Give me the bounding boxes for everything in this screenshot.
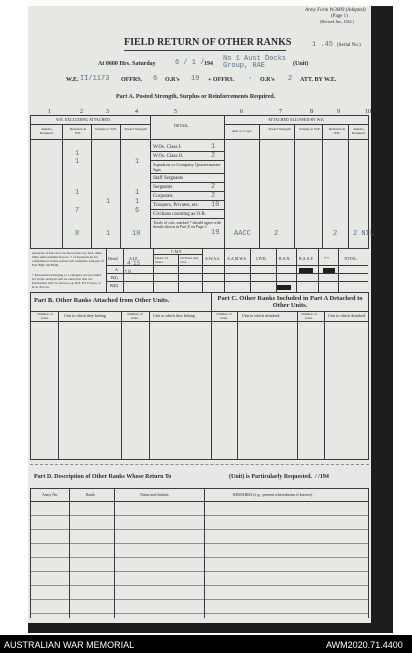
part-b-heading: Part B. Other Ranks Attached from Other Units. [34,297,170,304]
ink-analysis-aif-2: 15 [133,260,141,267]
ink-wo1-count: 1 [211,143,216,151]
revision-note: (Revised Jan., 1943.) [320,19,354,24]
serial-number-value: 1 .45 [312,41,334,49]
part-d-rank: Rank. [86,492,96,497]
col-number: 2 [80,109,83,115]
redaction-mark [277,285,291,290]
perforation-line [30,464,369,465]
col-number: 10 [365,109,371,115]
col-number: 1 [48,109,51,115]
archive-accession-number: AWM2020.71.4400 [326,640,403,650]
detail-totals: Totals of cols. marked * should agree with details shown in Part E on Page 2 [153,220,221,230]
analysis-awas: A.W.A.S. [205,256,221,261]
we-value: II/1173 [80,75,110,83]
detail-wo-class-2: W.Os. Class II. [153,154,184,159]
we-label: W.E. [66,77,79,83]
unit-label: (Unit) [293,61,309,67]
serial-number-label: (Serial No.) [337,43,361,48]
col-number: 7 [279,109,282,115]
ink-total-arm-corps: AACC [234,230,251,238]
part-d-tail: (Unit) is Particularly Requested. [229,474,312,480]
col-deficient: Deficient in W.E. [69,127,87,135]
part-c-heading: Part C. Other Ranks Included in Part A Detached to Other Units. [217,295,363,310]
part-d-army-no: Army No. [42,492,59,497]
part-b-number-ors: Number of O.Rs. [37,312,53,320]
col-number: 5 [174,109,177,115]
analysis-other: * * [324,256,329,261]
col-att-posted: Posted Strength. [268,127,292,131]
analysis-note: Analysis of Part A to be shown here by ALL units. Only units entitled in para. 7 of instructions for compilation of this return will complete analysis of Part B(I) and B(II). [32,251,104,268]
ors-label: O.R's [165,77,180,83]
archive-name: AUSTRALIAN WAR MEMORIAL [4,640,135,650]
detail-staff-sergeants: Staff Sergeants [153,176,184,181]
ink-total-posted: 10 [132,230,141,238]
col-att-deficient: Deficient in W.E. [328,127,346,135]
part-b-number-ors-2: Number of O.Rs. [127,312,143,320]
page-shadow-bottom [28,623,393,633]
ink-analysis-aif: 4 [127,260,131,267]
form-title: FIELD RETURN OF OTHER RANKS [124,37,292,48]
offrs-label: OFFRS. [121,77,143,83]
ink-total-surplus: 1 [106,230,111,238]
ink-wo2-count: 2 [211,152,216,160]
field-return-form [28,6,375,623]
right-group-header: ATTACHED ALLOWED BY W.E. [268,117,325,122]
ink-corporals-posted: 1 [135,198,140,206]
analysis-under-19: Under 19 Years. [155,256,169,264]
plus-ors-value: 2 [288,75,293,83]
detail-sergeants: Sergeants [153,185,173,190]
ink-corporals-count: 2 [211,192,216,200]
ink-analysis-row-b: 10 [124,269,132,276]
ink-corporals-surplus: 1 [106,198,111,206]
part-a-heading: Part A. Posted Strength, Surplus or Reinforcements Required. [116,94,276,100]
analysis-total: TOTAL. [344,256,358,261]
col-att-reinfts: Reinfts. Required. [352,127,366,135]
ink-total-deficient: 8 [75,230,80,238]
unit-name-line-1: No 1 Aust Docks [223,55,287,63]
analysis-civil: CIVIL [256,256,267,261]
part-d-remarks: REMARKS (e.g., present whereabouts if known). [233,492,313,497]
analysis-row-b2: B(II) [110,283,118,288]
analysis-row-b1: B(I) [111,275,118,280]
detail-quartermaster-sgts: Squadron or Company Quartermaster Sgts. [153,162,221,172]
return-year-prefix: 194 [204,61,213,67]
ink-sergeants-count: 2 [211,183,216,191]
analysis-raaf: R.A.A.F. [299,256,314,261]
detail-wo-class-1: W.Os. Class I. [153,145,182,150]
unit-name-line-2: Group, RAE [223,62,266,70]
analysis-detail-label: Detail [108,256,118,261]
ink-total-count: 19 [211,229,220,237]
ors-value: 19 [191,75,200,83]
part-b-unit-belong-2: Unit to which they belong [153,313,195,318]
analysis-row-a: A [115,267,118,272]
ink-posted-row2: 1 [135,158,140,166]
part-b-unit-belong: Unit to which they belong [64,313,106,318]
col-number: 9 [337,109,340,115]
detail-civilians: Civilians counting as O.R. [153,212,206,217]
return-time-label: At 0600 Hrs. Saturday [98,61,156,67]
analysis-19-over: 19 Years and over. [180,256,198,264]
part-c-number-ors: Number of O.Rs. [216,312,232,320]
page-shadow-right [371,6,393,626]
part-c-unit-detached-2: Unit to which detached. [328,313,367,318]
ink-deficient-row1: 1 [75,150,80,158]
ink-troopers-deficient: 7 [75,207,80,215]
ink-total-att-posted: 2 [274,230,279,238]
analysis-aamws: A.A.M.W.S. [227,256,247,261]
army-form-number: Army Form W.3009 (Adapted) [305,8,366,13]
archive-caption-bar [0,635,412,653]
col-number: 8 [310,109,313,115]
analysis-footnote: * Personnel belonging to a category not provided for in the analysis will be shown in this col. Particulars will be shown, e.g. RN, US Forces, or R.A. Forces. [32,273,102,290]
plus-ors-label: O.R's [260,77,275,83]
return-date-value: 6 / 1 / [175,59,205,67]
ink-deficient-row2: 1 [75,158,80,166]
redaction-mark [299,268,313,273]
ink-sergeants-deficient: 1 [75,189,80,197]
offrs-value: 6 [153,75,158,83]
redaction-mark [323,268,335,273]
part-c-number-ors-2: Number of O.Rs. [301,312,317,320]
ink-troopers-count: 10 [211,201,220,209]
part-d-date: / /194 [315,474,329,480]
ink-total-att-deficient: 2 [333,230,338,238]
detail-corporals: Corporals [153,194,173,199]
col-surplus: Surplus to W.E. [95,127,117,131]
analysis-ran: R.A.N. [279,256,291,261]
analysis-aif: A.I.F. [129,256,139,261]
col-number: 4 [135,109,138,115]
part-c-unit-detached: Unit to which detached. [242,313,281,318]
detail-troopers: Troopers, Privates, etc. [153,203,200,208]
col-reinfts-required: Reinfts. Required. [40,127,54,135]
ink-sergeants-posted: 1 [135,189,140,197]
col-number: 3 [106,109,109,115]
plus-offrs-label: + OFFRS. [208,77,235,83]
col-arm-or-corps: Arm or Corps. [231,129,253,133]
plus-offrs-value: - [248,75,253,83]
attached-by-we-label: ATT. BY W.E. [300,77,337,83]
ink-troopers-posted: 6 [135,207,140,215]
detail-header: DETAIL. [174,123,190,128]
part-d-name: Name and Initials. [140,492,170,497]
page-indicator: (Page 1) [331,14,348,19]
left-group-header: W.E. EXCLUDING ATTACHED. [56,117,111,122]
ink-total-att-reinfts: 2 NIL [353,230,375,238]
col-posted-strength: Posted Strength. [124,127,148,131]
col-att-surplus: Surplus to W.E. [299,127,321,131]
part-d-heading: Part D. Description of Other Ranks Whose Return To [34,474,172,480]
analysis-cmf: C.M.F. [171,249,183,254]
col-number: 6 [240,109,243,115]
